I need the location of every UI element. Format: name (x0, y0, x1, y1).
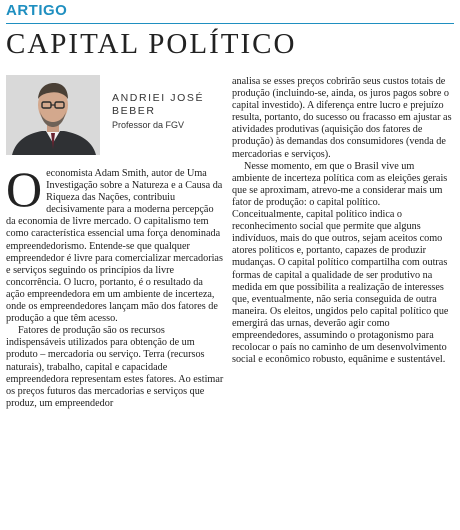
article-column-1 (6, 161, 224, 410)
author-role: Professor da FGV (112, 120, 185, 130)
article-paragraph: Fatores de produção são os recursos indispensáveis utilizados para obtenção de um produto – mercadoria ou serviço. Terra (recursos naturais), trabalho, capital e capacidade empreendedora representam estes fatores. Ao estimar os preços futuros das mercadorias e serviços que produz, um empreendedor (6, 325, 224, 409)
author-name: ANDRIEI JOSÉ BEBER (112, 92, 205, 117)
article-paragraph: economista Adam Smith, autor de Uma Investigação sobre a Natureza e a Causa da Riqueza das Nações, contribuiu decisivamente para a moderna percepção da economia de livre mercado. O capitalismo tem como característica essencial uma força denominada empreendedorismo. Entende-se que qualquer empreendedor é livre para comercializar mercadorias e serviços seguindo os princípios da livre concorrência. O lucro, portanto, é o resultado da ação empreendedora em um ambiente de incerteza, onde os empreendedores lançam mão dos fatores de produção a que têm acesso. (6, 168, 223, 325)
article-column-2 (232, 76, 454, 366)
drop-cap: O (6, 161, 43, 217)
section-divider (6, 23, 454, 24)
article-headline: CAPITAL POLÍTICO (6, 28, 297, 60)
author-byline (112, 92, 222, 130)
section-label: ARTIGO (6, 2, 68, 19)
author-photo (6, 75, 100, 155)
article-paragraph: analisa se esses preços cobrirão seus custos totais de produção (incluindo-se, ainda, os juros pagos sobre o capital investido). A diferença entre lucro e prejuízo resulta, portanto, do sucesso ou fracasso em ajustar as atividades produtivas (aquisição dos fatores de produção) às demandas dos consumidores (venda de mercadorias e serviços). (232, 76, 452, 160)
author-portrait-illustration (6, 75, 100, 155)
article-paragraph: Nesse momento, em que o Brasil vive um ambiente de incerteza política com as eleições gerais que se aproximam, atrevo-me a considerar mais um fator de produção: o capital político. Conceitualmente, capital político indica o reconhecimento social que permite que alguns indivíduos, mais do que outros, sejam aceitos como atores políticos e, portanto, capazes de produzir mudanças. O capital político compartilha com outras formas de capital a qualidade de ser produtivo na medida em que possibilita a realização de interesses que, eventualmente, não seria conseguida de outra maneira. Os eleitos, ungidos pelo capital político que emergirá das urnas, deverão agir como empreendedores, assumindo o protagonismo para recolocar o país no caminho de um desenvolvimento social e econômico robusto, equânime e sustentável. (232, 160, 449, 366)
